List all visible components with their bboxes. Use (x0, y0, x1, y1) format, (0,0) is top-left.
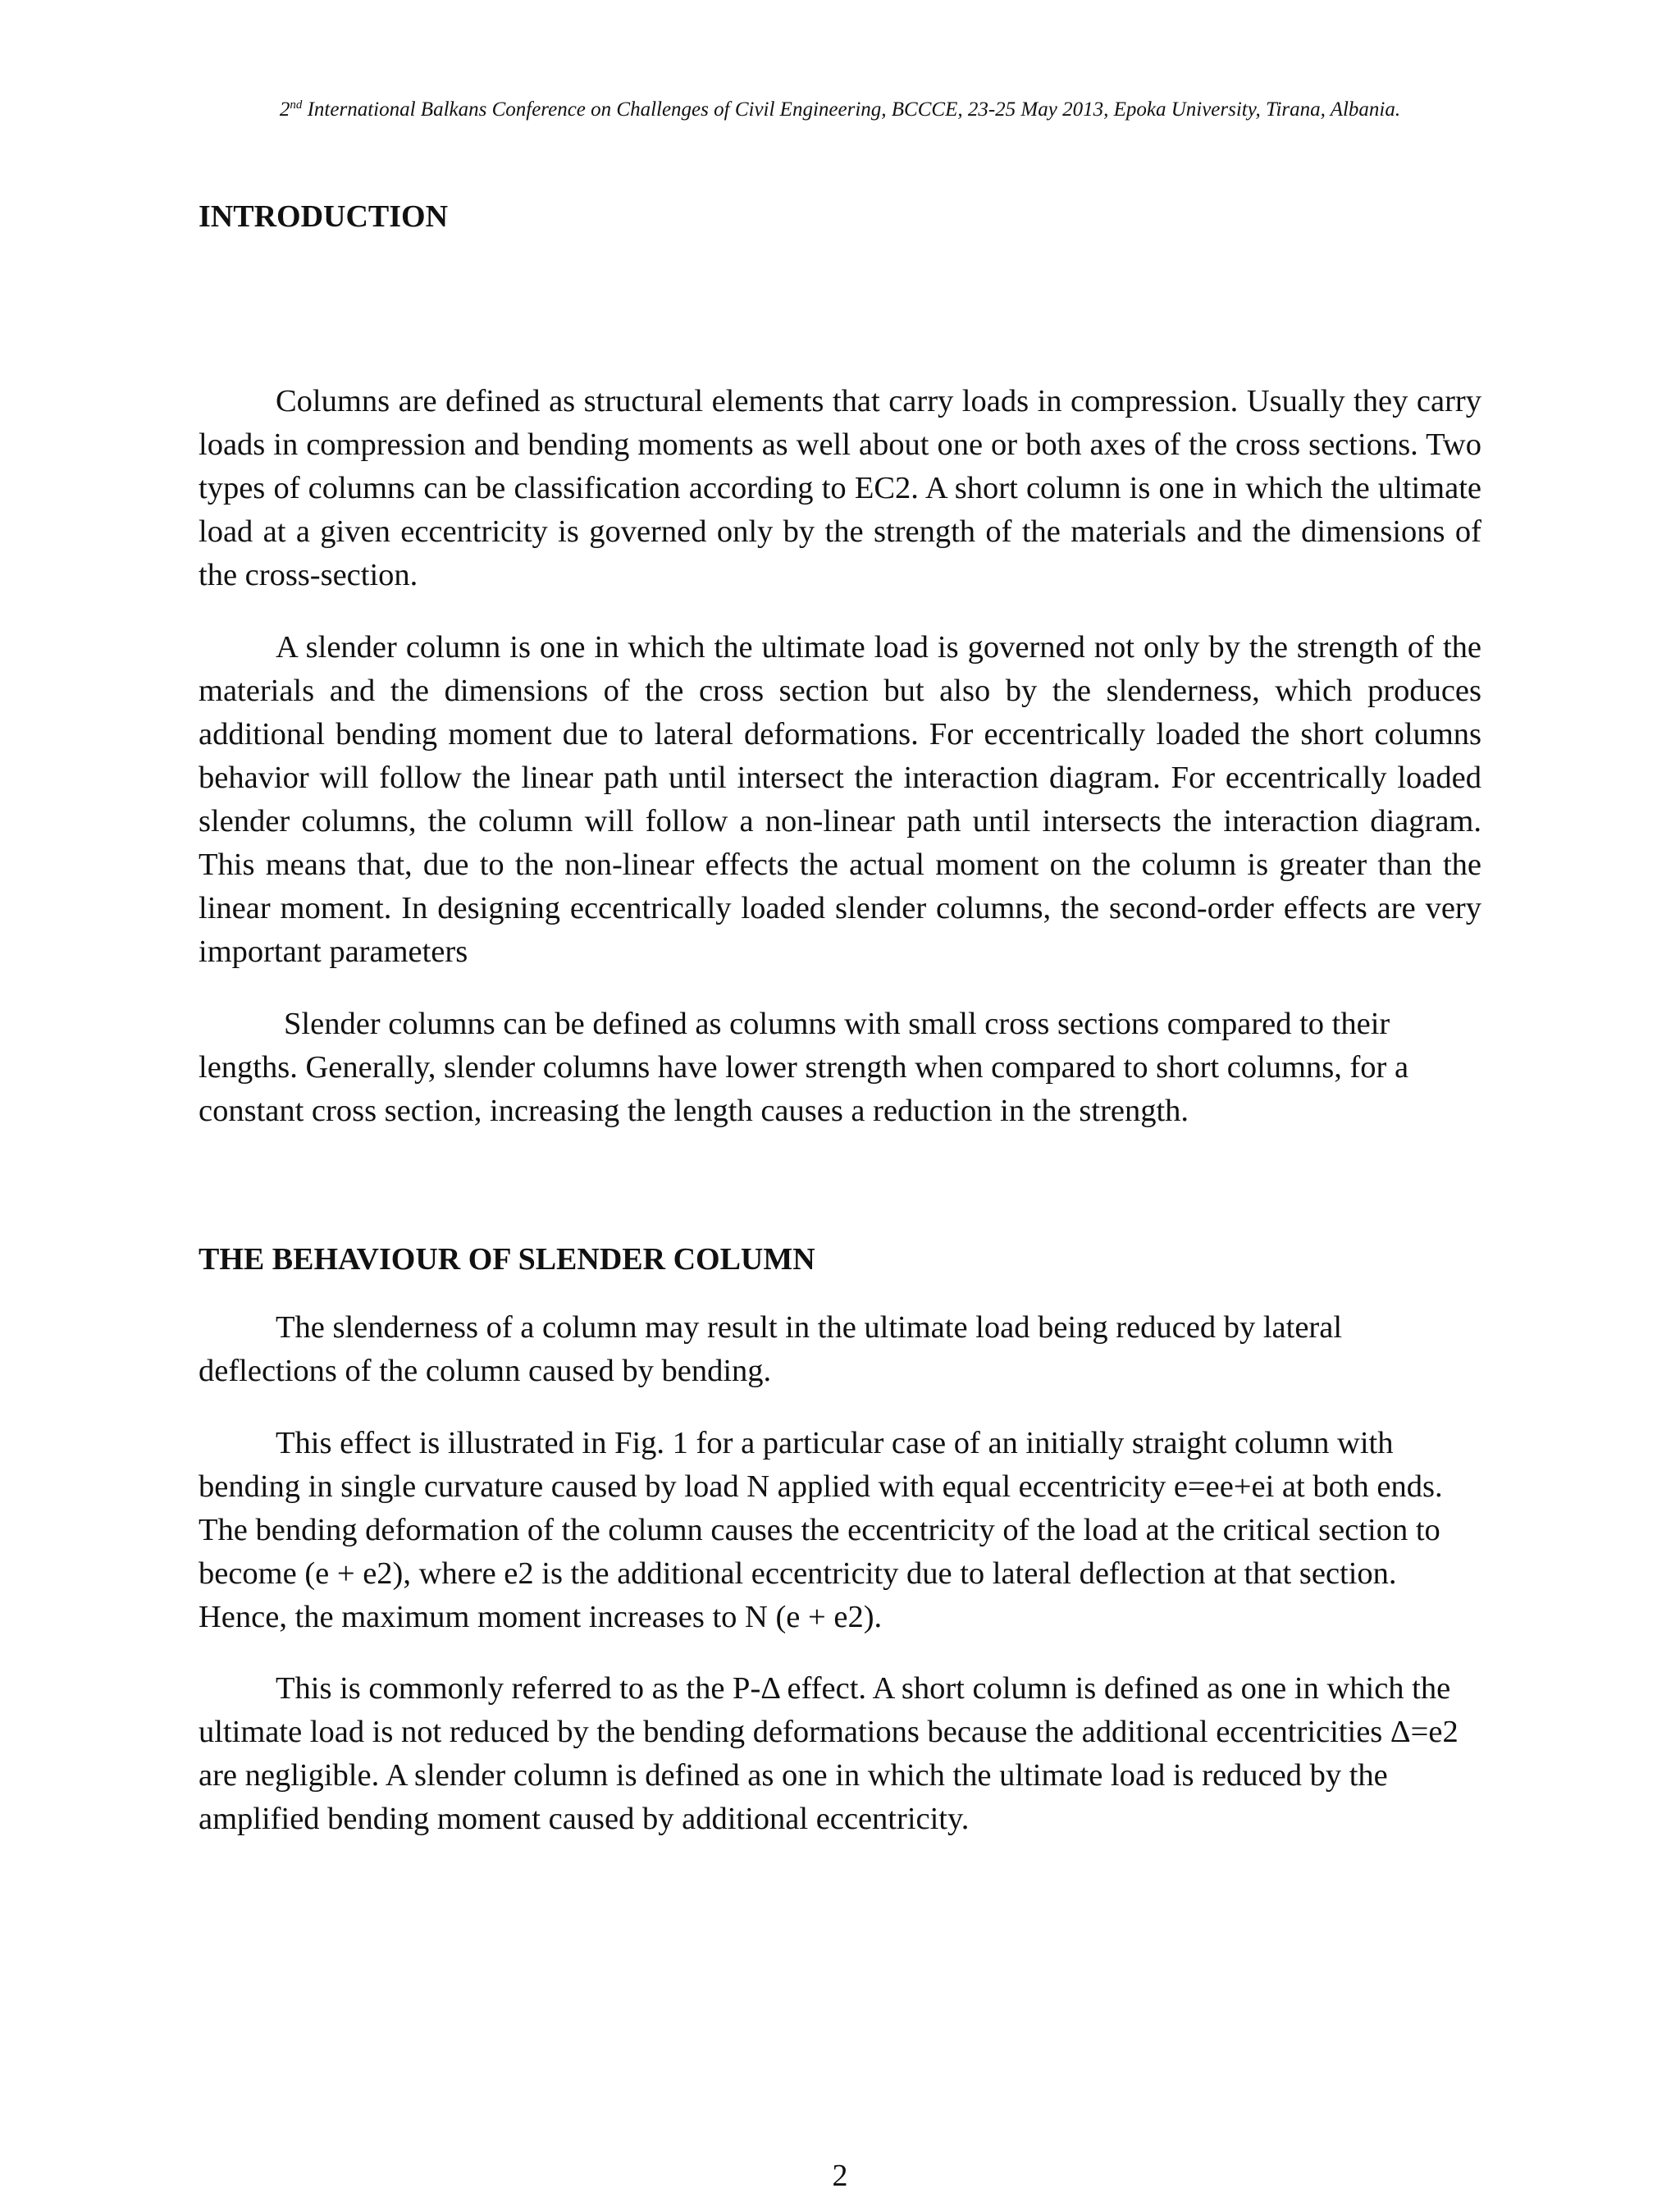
behaviour-paragraph-2: This effect is illustrated in Fig. 1 for a particular case of an initially straight column with bending in single curvature caused by load N applied with equal eccentricity e=ee+ei at both ends. The bending deformation of the column causes the eccentricity of the load at the critical section to become (e + e2), where e2 is the additional eccentricity due to lateral deflection at that section. Hence, the maximum moment increases to N (e + e2). (199, 1426, 1443, 1634)
section-heading-introduction: INTRODUCTION (199, 199, 449, 234)
section-heading-behaviour: THE BEHAVIOUR OF SLENDER COLUMN (199, 1242, 815, 1277)
behaviour-paragraph-1: The slenderness of a column may result in the ultimate load being reduced by lateral deflections of the column caused by bending. (199, 1310, 1343, 1388)
page-number: 2 (832, 2159, 848, 2193)
header-conference: International Balkans Conference on Challenges of Civil Engineering, BCCCE, 23-25 May 2013, Epoka University, Tirana, Albania. (307, 98, 1401, 121)
header-ordinal: 2 (279, 98, 290, 121)
intro-paragraph-2: A slender column is one in which the ultimate load is governed not only by the strength of the materials and the dimensions of the cross section but also by the slenderness, which produces additional bending moment due to lateral deformations. For eccentrically loaded the short columns behavior will follow the linear path until intersect the interaction diagram. For eccentrically loaded slender columns, the column will follow a non-linear path until intersects the interaction diagram. This means that, due to the non-linear effects the actual moment on the column is greater than the linear moment. In designing eccentrically loaded slender columns, the second-order effects are very important parameters (199, 630, 1481, 969)
intro-paragraph-3: Slender columns can be defined as columns with small cross sections compared to their lengths. Generally, slender columns have lower strength when compared to short columns, for a constant cross section, increasing the length causes a reduction in the strength. (199, 1007, 1409, 1128)
running-header (0, 97, 1680, 123)
behaviour-paragraph-3: This is commonly referred to as the P-Δ effect. A short column is defined as one in which the ultimate load is not reduced by the bending deformations because the additional eccentricities Δ=e2 are negligible. A slender column is defined as one in which the ultimate load is reduced by the amplified bending moment caused by additional eccentricity. (199, 1671, 1459, 1836)
intro-paragraph-1: Columns are defined as structural elements that carry loads in compression. Usually they carry loads in compression and bending moments as well about one or both axes of the cross sections. Two types of columns can be classification according to EC2. A short column is one in which the ultimate load at a given eccentricity is governed only by the strength of the materials and the dimensions of the cross-section. (199, 384, 1481, 592)
header-ordinal-suffix: nd (290, 98, 303, 112)
